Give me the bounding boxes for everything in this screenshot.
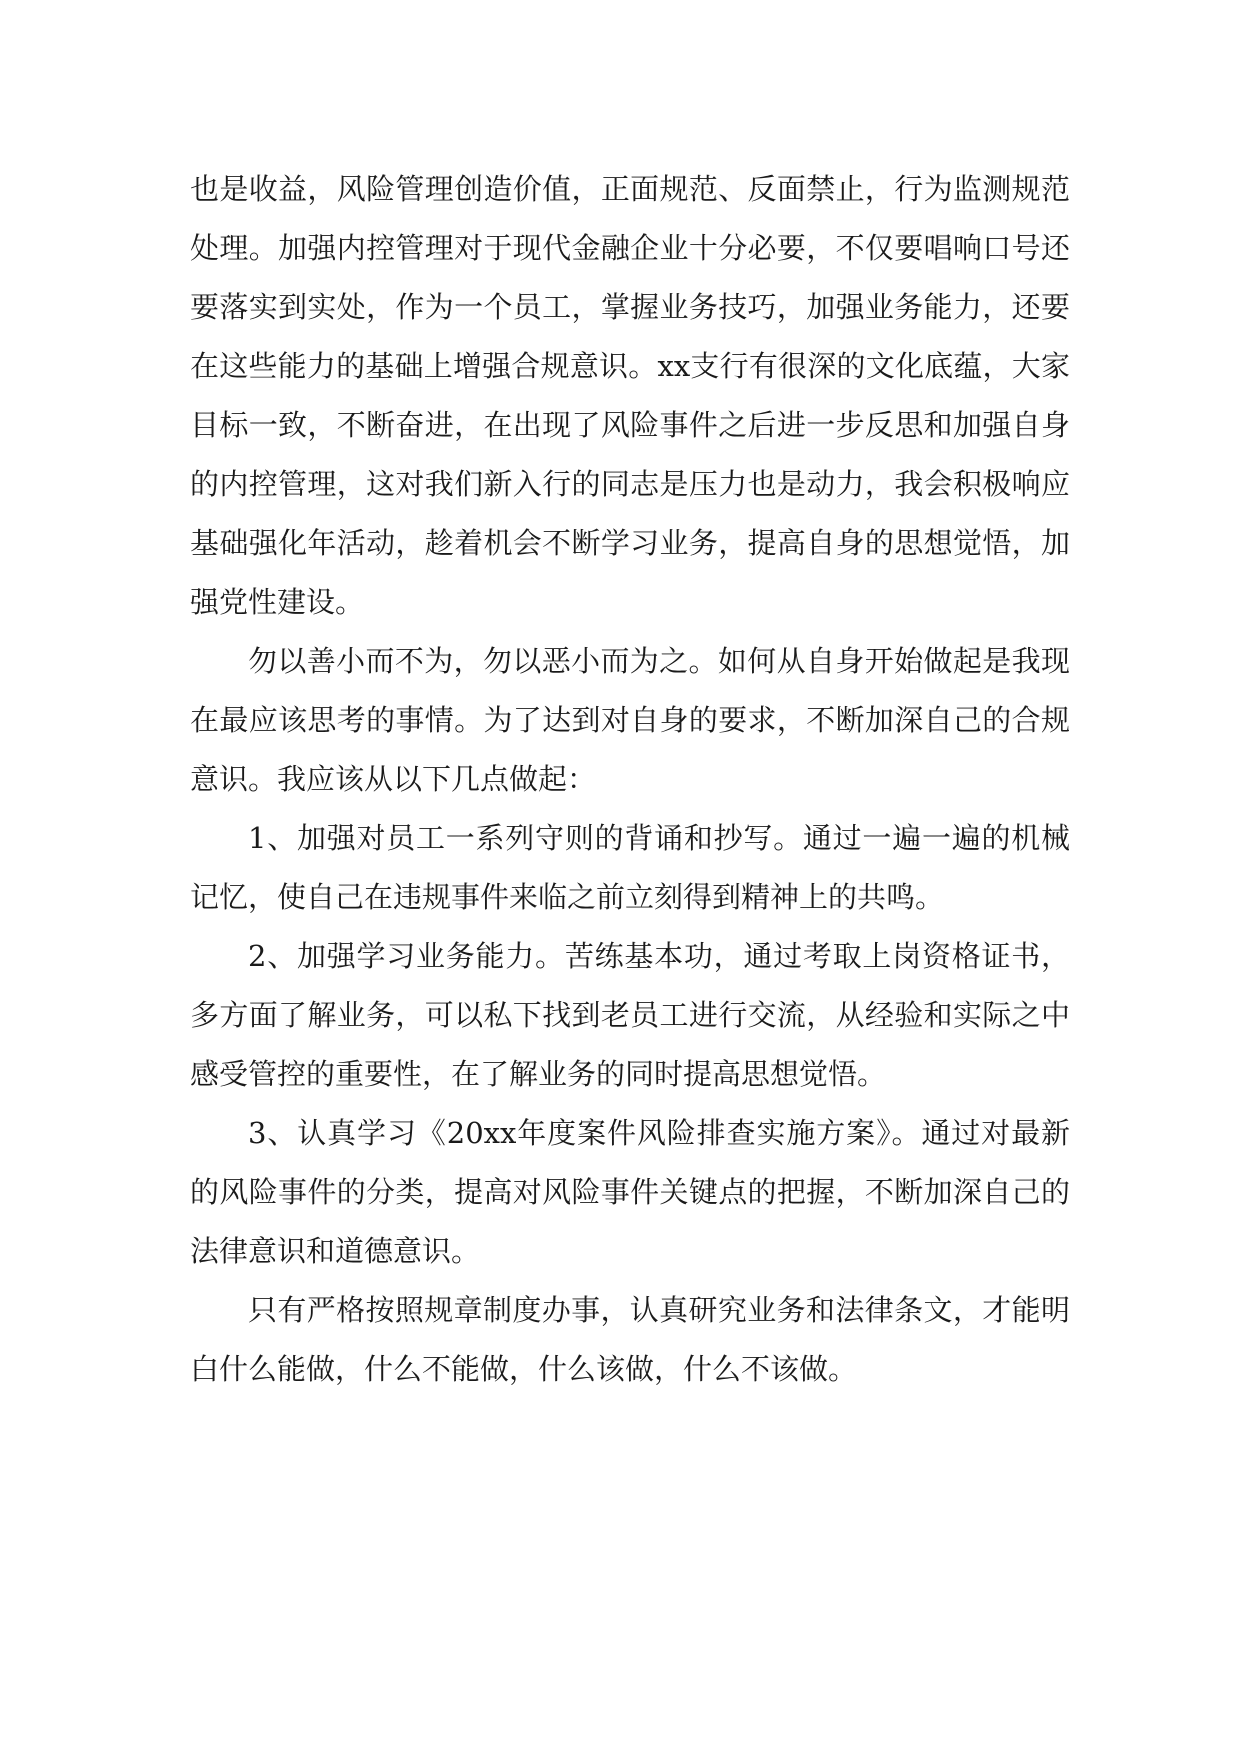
- paragraph-1: 也是收益，风险管理创造价值，正面规范、反面禁止，行为监测规范处理。加强内控管理对于现代金融企业十分必要，不仅要唱响口号还要落实到实处，作为一个员工，掌握业务技巧，加强业务能力，还要在这些能力的基础上增强合规意识。xx支行有很深的文化底蕴，大家目标一致，不断奋进，在出现了风险事件之后进一步反思和加强自身的内控管理，这对我们新入行的同志是压力也是动力，我会积极响应基础强化年活动，趁着机会不断学习业务，提高自身的思想觉悟，加强党性建设。: [190, 172, 1070, 619]
- list-item-2: 2、加强学习业务能力。苦练基本功，通过考取上岗资格证书，多方面了解业务，可以私下找到老员工进行交流，从经验和实际之中感受管控的重要性，在了解业务的同时提高思想觉悟。: [190, 939, 1070, 1091]
- list-item-3: 3、认真学习《20xx年度案件风险排查实施方案》。通过对最新的风险事件的分类，提高对风险事件关键点的把握，不断加深自己的法律意识和道德意识。: [190, 1116, 1070, 1268]
- document-body: [190, 160, 1070, 1399]
- paragraph-2: 勿以善小而不为，勿以恶小而为之。如何从自身开始做起是我现在最应该思考的事情。为了达到对自身的要求，不断加深自己的合规意识。我应该从以下几点做起：: [190, 644, 1070, 796]
- paragraph-closing: 只有严格按照规章制度办事，认真研究业务和法律条文，才能明白什么能做，什么不能做，什么该做，什么不该做。: [190, 1293, 1070, 1386]
- list-item-1: 1、加强对员工一系列守则的背诵和抄写。通过一遍一遍的机械记忆，使自己在违规事件来临之前立刻得到精神上的共鸣。: [190, 821, 1070, 914]
